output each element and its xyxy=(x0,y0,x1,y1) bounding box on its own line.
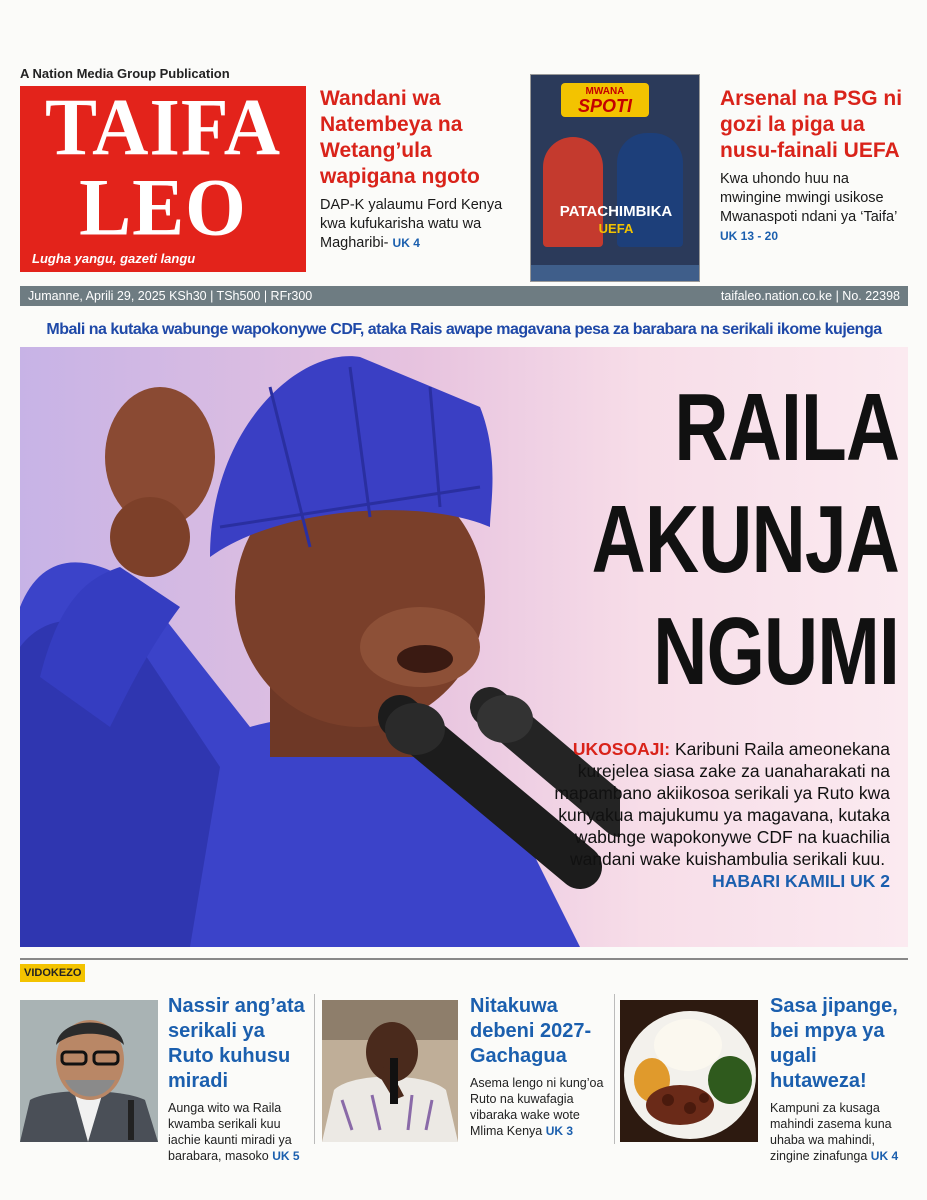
top-teaser[interactable] xyxy=(320,86,520,253)
brief-3[interactable] xyxy=(770,994,910,1164)
brief-2-headline: Nitakuwa debeni 2027-Gachagua xyxy=(470,995,592,1067)
mwanaspoti-headline: PATACHIMBIKA xyxy=(559,203,673,220)
dateline-bar xyxy=(20,286,908,306)
dateline-left: Jumanne, Aprili 29, 2025 KSh30 | TSh500 | RFr300 xyxy=(28,289,313,303)
main-headline-line-2: AKUNJA xyxy=(591,486,899,593)
masthead-logo[interactable] xyxy=(20,86,306,272)
food-plate-illustration xyxy=(620,1000,758,1142)
masthead-line-1: TAIFA xyxy=(44,86,282,173)
column-divider xyxy=(614,994,615,1144)
kicker: Mbali na kutaka wabunge wapokonywe CDF, ataka Rais awape magavana pesa za barabara na serikali ikome kujenga xyxy=(46,321,882,338)
mwanaspoti-logo-bottom: SPOTI xyxy=(577,96,632,116)
masthead-tagline: Lugha yangu, gazeti langu xyxy=(32,251,196,266)
portrait-illustration xyxy=(322,1000,458,1142)
publisher-line: A Nation Media Group Publication xyxy=(20,66,230,81)
section-divider xyxy=(20,958,908,960)
caption-page-ref: HABARI KAMILI UK 2 xyxy=(712,871,890,891)
brief-2-text: Asema lengo ni kung’oa Ruto na kuwafagia vibaraka wake wote Mlima Kenya xyxy=(470,1076,604,1138)
section-label: VIDOKEZO xyxy=(20,964,85,982)
brief-1-page-ref: UK 5 xyxy=(272,1149,300,1163)
mwanaspoti-logo-top: MWANA xyxy=(585,86,625,97)
top-teaser-page-ref: UK 4 xyxy=(392,236,420,250)
brief-3-body xyxy=(770,1100,910,1164)
brief-photo-gachagua[interactable] xyxy=(322,1000,458,1142)
top-teaser-text: DAP-K yalaumu Ford Kenya kwa kufukarisha watu wa Magharibi- xyxy=(320,197,503,251)
mwanaspoti-sub: UEFA xyxy=(598,221,634,236)
caption-label: UKOSOAJI xyxy=(572,739,665,759)
brief-2-page-ref: UK 3 xyxy=(545,1124,574,1138)
column-divider xyxy=(314,994,315,1144)
caption-body: Karibuni Raila ameonekana kurejelea siasa zake za uanaharakati na mapambano akiikosoa serikali ya Ruto kwa kunyakua majukumu ya magavana, kutaka wabunge wapokonywe CDF na kuachilia wandani wake kuishambulia serikali kuu. xyxy=(554,739,890,869)
brief-1-headline: Nassir ang’ata serikali ya Ruto kuhusu miradi xyxy=(168,995,305,1092)
main-story-caption[interactable] xyxy=(528,738,890,892)
dateline-right[interactable]: taifaleo.nation.co.ke | No. 22398 xyxy=(720,289,900,303)
brief-3-headline: Sasa jipange, bei mpya ya ugali hutaweza! xyxy=(770,995,898,1092)
brief-1-text: Aunga wito wa Raila kwamba serikali kuu iachie kaunti miradi ya barabara, masoko xyxy=(168,1101,292,1163)
brief-photo-ugali[interactable] xyxy=(620,1000,758,1142)
masthead-line-2: LEO xyxy=(79,160,247,253)
top-teaser-body xyxy=(320,196,520,253)
brief-1-body xyxy=(168,1100,308,1164)
sport-teaser-headline: Arsenal na PSG ni gozi la piga ua nusu-fainali UEFA xyxy=(720,87,903,162)
brief-3-page-ref: UK 4 xyxy=(870,1149,899,1163)
brief-photo-nassir[interactable] xyxy=(20,1000,158,1142)
sport-teaser-page-ref: UK 13 - 20 xyxy=(720,229,779,243)
brief-1[interactable] xyxy=(168,994,308,1164)
portrait-illustration xyxy=(20,1000,158,1142)
main-headline-line-3: NGUMI xyxy=(653,598,899,705)
sport-teaser-text: Kwa uhondo huu na mwingine mwingi usikose Mwanaspoti ndani ya ‘Taifa’ xyxy=(720,171,897,225)
brief-2[interactable] xyxy=(470,994,610,1139)
caption-colon: : xyxy=(664,739,675,759)
main-headline-line-1: RAILA xyxy=(674,374,899,481)
thumbnail-strip xyxy=(531,265,700,282)
sport-teaser[interactable] xyxy=(720,86,910,246)
top-teaser-headline: Wandani wa Natembeya na Wetang’ula wapigana ngoto xyxy=(320,87,480,188)
mwanaspoti-logo xyxy=(561,83,649,117)
sport-teaser-body xyxy=(720,170,910,246)
brief-3-text: Kampuni za kusaga mahindi zasema kuna uhaba wa mahindi, zingine zinafunga xyxy=(770,1101,892,1163)
mwanaspoti-thumbnail[interactable] xyxy=(530,74,700,282)
brief-2-body xyxy=(470,1075,610,1139)
